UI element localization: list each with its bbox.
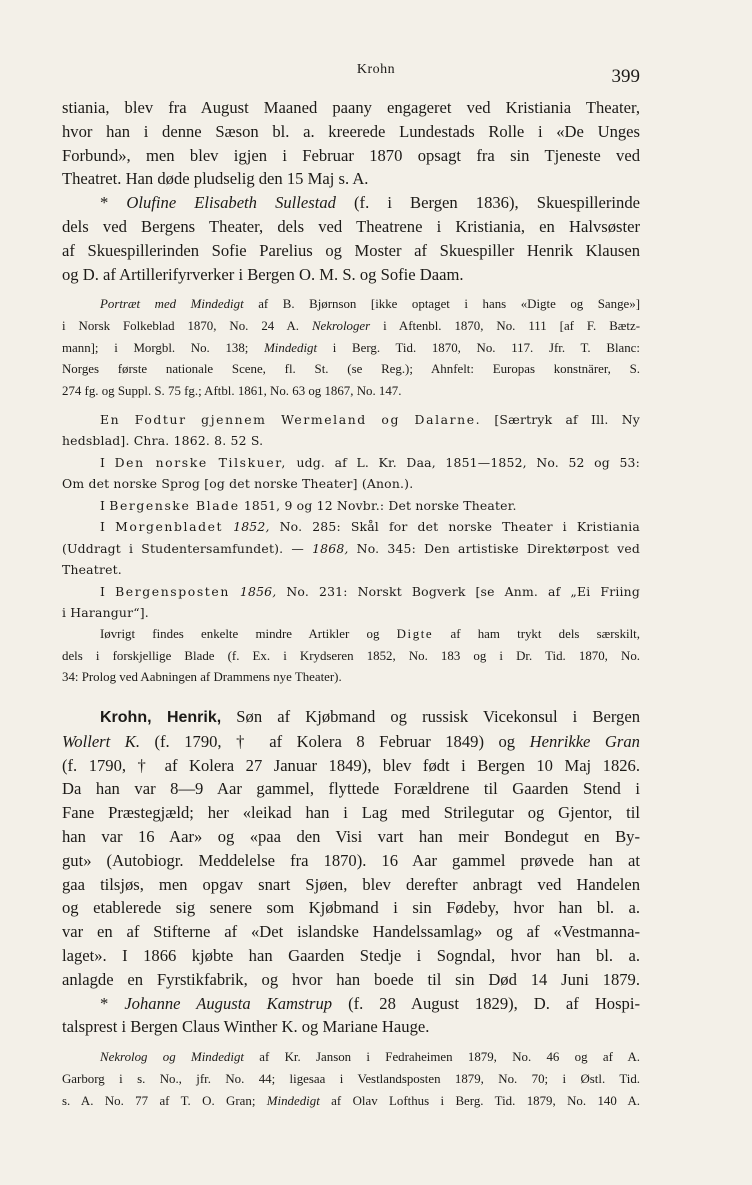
text-span: I [100, 583, 116, 599]
paragraph-2 [62, 191, 640, 286]
text-line: Forbund», men blev igjen i Februar 1870 opsagt fra sin Tjeneste ved [62, 145, 640, 165]
running-head: Krohn [356, 62, 396, 77]
text-span: 1868, [312, 540, 349, 556]
entry-line: han var 16 Aar» og «paa den Visi vart han meir Bondegut en By- [62, 826, 640, 846]
text-span: Mindedigt [266, 1093, 320, 1108]
text-span: En Fodtur gjennem Wermeland og Dalarne. [100, 411, 482, 427]
text-span: i Norsk Folkeblad 1870, No. 24 A. [62, 319, 312, 334]
page-content [62, 96, 640, 1112]
person-name: Johanne Augusta Kamstrup [124, 993, 333, 1013]
entry-heading: Krohn, Henrik, [100, 709, 222, 726]
entry-line: gut» (Autobiogr. Meddelelse fra 1870). 16 Aar gammel prøvede han at [62, 850, 640, 870]
text-span: (Uddragt i Studentersamfundet). — [62, 540, 313, 556]
biblio-line [62, 516, 640, 538]
text-span: Den norske Tilskuer, [114, 454, 287, 470]
ref-line [62, 1091, 640, 1113]
ref-line [62, 294, 640, 316]
text-span: mann]; i Morgbl. No. 138; [62, 340, 265, 355]
text-line: og D. af Artillerifyrverker i Bergen O. M. S. og Sofie Daam. [62, 264, 464, 284]
biblio-line: Om det norske Sprog [og det norske Theater] (Anon.). [62, 476, 414, 492]
biblio-line [62, 581, 640, 603]
person-name: Olufine Elisabeth Sullestad [126, 193, 336, 213]
text-span: Nekrologer [311, 319, 371, 334]
entry-line: laget». I 1866 kjøbte han Gaarden Stedje i Sogndal, hvor han bl. a. [62, 945, 640, 965]
text-span: Bergensposten [115, 583, 230, 599]
ref-line: Garborg i s. No., jfr. No. 44; ligesaa i Vestlandsposten 1879, No. 70; i Østl. Tid. [62, 1071, 640, 1086]
text-span: Morgenbladet [115, 519, 224, 535]
text-span: (f. 1790, † af Kolera 8 Februar 1849) og [139, 731, 530, 751]
biblio-line [62, 538, 640, 560]
biblio-line: hedsblad]. Chra. 1862. 8. 52 S. [62, 433, 264, 449]
ref-line [62, 1047, 640, 1069]
entry-line: anlagde en Fyrstikfabrik, og hvor han boede til sin Død 14 Juni 1879. [62, 969, 640, 989]
text-line: hvor han i denne Sæson bl. a. kreerede Lundestads Rolle i «De Unges [62, 121, 640, 141]
text-span: af B. Bjørnson [ikke optaget i hans «Digte og Sange»] [243, 297, 640, 312]
ref-line [62, 316, 640, 338]
references-block-1 [62, 294, 640, 403]
biblio-line [62, 495, 640, 517]
ref-line [62, 338, 640, 360]
entry-line [62, 992, 640, 1016]
text-span: Nekrolog og Mindedigt [100, 1050, 244, 1065]
entry-line: var en af Stifterne af «Det islandske Handelssamlag» og af «Vestmanna- [62, 922, 640, 942]
biblio-line [62, 452, 640, 474]
biblio-line [62, 409, 640, 431]
biblio-line: i Harangur“]. [62, 605, 149, 621]
entry-line [62, 730, 640, 754]
entry-line: Da han var 8—9 Aar gammel, flyttede Forældrene til Gaarden Stend i [62, 779, 640, 799]
text-span: Bergenske Blade [109, 497, 240, 513]
text-span: i Berg. Tid. 1870, No. 117. Jfr. T. Blanc: [317, 340, 640, 355]
fraktur-bibliography [62, 409, 640, 624]
text-span: 1856, [229, 583, 277, 599]
text-span: s. A. No. 77 af T. O. Gran; [62, 1093, 267, 1108]
text-span: udg. af L. Kr. Daa, 1851—1852, No. 52 og 53: [286, 454, 641, 470]
ref-line [62, 624, 640, 646]
text-span: [Særtryk af Ill. Ny [481, 411, 640, 427]
entry-krohn-henrik [62, 705, 640, 1039]
text-span: I [100, 454, 115, 470]
text-span: (f. i Bergen 1836), Skuespillerinde [335, 193, 640, 213]
text-span: Iøvrigt findes enkelte mindre Artikler og [100, 626, 397, 641]
text-span: (f. 28 August 1829), D. af Hospi- [332, 993, 640, 1013]
ref-line: dels i forskjellige Blade (f. Ex. i Krydseren 1852, No. 183 og i Dr. Tid. 1870, No. [62, 648, 640, 663]
text-span: I [100, 497, 110, 513]
text-line [62, 191, 640, 215]
text-span: Digte [396, 626, 434, 641]
text-span: Mindedigt [264, 340, 318, 355]
text-line: af Skuespillerinden Sofie Parelius og Moster af Skuespiller Henrik Klausen [62, 240, 640, 260]
text-span: Søn af Kjøbmand og russisk Vicekonsul i Bergen [221, 707, 641, 726]
text-span: No. 285: Skål for det norske Theater i Kristiania [269, 519, 640, 535]
text-span: i Aftenbl. 1870, No. 111 [af F. Bætz- [370, 319, 640, 334]
text-span: I [100, 519, 116, 535]
text-line: Theatret. Han døde pludselig den 15 Maj s. A. [62, 169, 369, 189]
asterisk: * [100, 993, 125, 1013]
text-span: 1852, [223, 519, 270, 535]
person-name: Wollert K. [62, 731, 140, 751]
text-span: af Kr. Janson i Fedraheimen 1879, No. 46 og af A. [243, 1050, 640, 1065]
text-span: No. 345: Den artistiske Direktørpost ved [348, 540, 640, 556]
page-header [0, 62, 752, 86]
references-block-3 [62, 1047, 640, 1112]
ref-line: 274 fg. og Suppl. S. 75 fg.; Aftbl. 1861, No. 63 og 1867, No. 147. [62, 384, 402, 399]
text-span: af ham trykt dels særskilt, [433, 626, 640, 641]
biblio-line: Theatret. [62, 562, 122, 578]
asterisk: * [100, 193, 127, 213]
ref-line: Norges første nationale Scene, fl. St. (se Reg.); Ahnfelt: Europas konstnärer, S. [62, 362, 640, 377]
references-block-2 [62, 624, 640, 689]
text-span: No. 231: Norskt Bogverk [se Anm. af „Ei Friing [276, 583, 640, 599]
text-line: dels ved Bergens Theater, dels ved Theatrene i Kristiania, en Halvsøster [62, 216, 640, 236]
entry-line: gaa tilsjøs, men opgav snart Sjøen, blev derefter anbragt ved Handelen [62, 874, 640, 894]
paragraph-1 [62, 96, 640, 191]
person-name: Henrikke Gran [529, 731, 640, 751]
text-span: 1851, 9 og 12 Novbr.: Det norske Theater. [239, 497, 517, 513]
entry-line: (f. 1790, † af Kolera 27 Januar 1849), blev født i Bergen 10 Maj 1826. [62, 755, 640, 775]
entry-line [62, 705, 640, 730]
text-line: stiania, blev fra August Maaned paany engageret ved Kristiania Theater, [62, 98, 640, 117]
entry-line: og etablerede sig senere som Kjøbmand i sin Fødeby, hvor han bl. a. [62, 898, 640, 918]
page-number: 399 [611, 66, 640, 87]
text-span: Portræt med Mindedigt [100, 297, 244, 312]
entry-line: Fane Præstegjæld; her «leikad han i Lag med Strilegutar og Gjentor, til [62, 803, 640, 823]
ref-line: 34: Prolog ved Aabningen af Drammens nye Theater). [62, 670, 342, 685]
entry-line: talsprest i Bergen Claus Winther K. og Mariane Hauge. [62, 1017, 430, 1037]
text-span: af Olav Lofthus i Berg. Tid. 1879, No. 140 A. [319, 1093, 640, 1108]
